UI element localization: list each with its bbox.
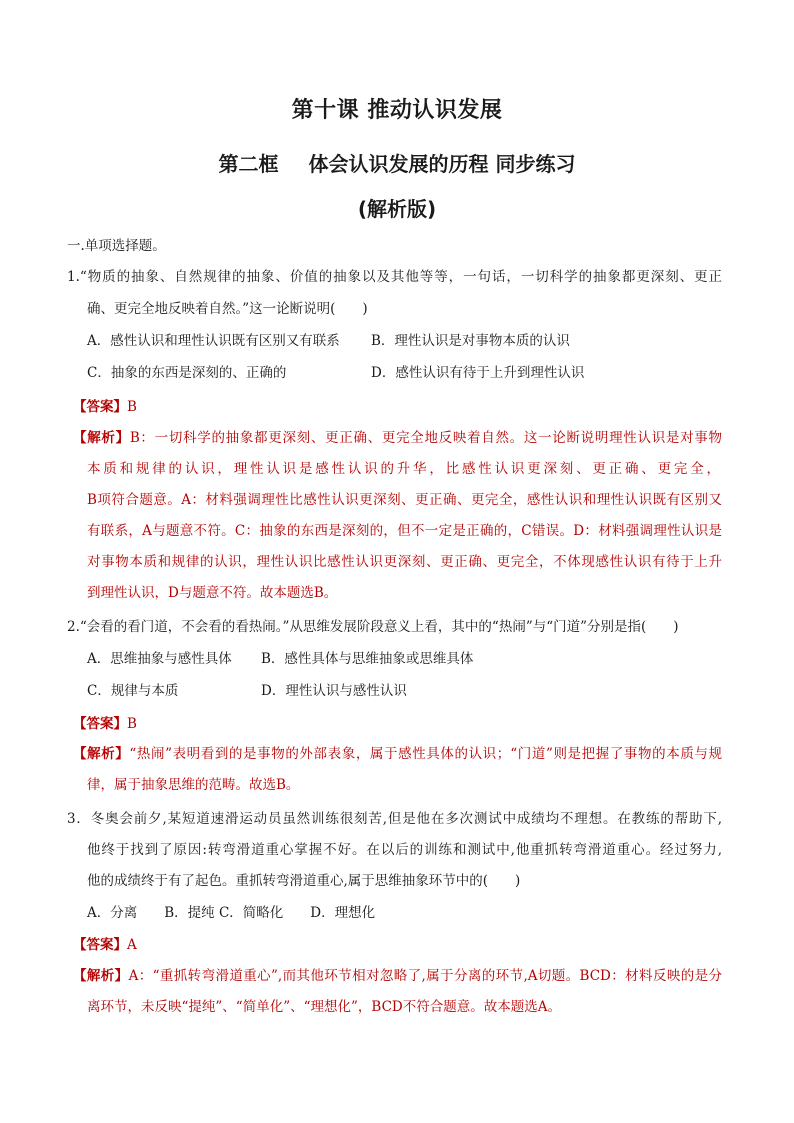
q1-analysis-line1: 【解析】B：一切科学的抽象都更深刻、更正确、更完全地反映着自然。这一论断说明理性认识是对事物	[73, 430, 723, 446]
subtitle-section: 第二框	[218, 152, 279, 176]
q1-option-d: D．感性认识有待于上升到理性认识	[371, 365, 585, 381]
q1-analysis-line3: B项符合题意。A：材料强调理性比感性认识更深刻、更正确、更完全，感性认识和理性认识既有区别又	[87, 492, 722, 508]
q3-options: A．分离 B．提纯 C．简略化 D．理想化	[87, 905, 376, 921]
q2-option-c: C．规律与本质	[87, 683, 179, 699]
q1-answer: 【答案】B	[73, 399, 137, 415]
page-title: 第十课 推动认识发展	[291, 98, 503, 123]
q3-stem-line3: 他的成绩终于有了起色。重抓转弯滑道重心,属于思维抽象环节中的( )	[87, 873, 521, 889]
q1-analysis-line4: 有联系，A与题意不符。C：抽象的东西是深刻的，但不一定是正确的，C错误。D：材料强调理性认识是	[87, 523, 722, 539]
q1-option-a: A．感性认识和理性认识既有区别又有联系	[87, 333, 340, 349]
q1-option-c: C．抽象的东西是深刻的、正确的	[87, 365, 287, 381]
q1-analysis-line2: 本质和规律的认识，理性认识是感性认识的升华，比感性认识更深刻、更正确、更完全，	[87, 461, 722, 477]
page-subtitle	[0, 148, 794, 177]
q2-option-b: B．感性具体与思维抽象或思维具体	[261, 651, 474, 667]
q1-option-b: B．理性认识是对事物本质的认识	[371, 333, 570, 349]
q3-answer: 【答案】A	[73, 937, 137, 953]
subtitle-version: (解析版)	[357, 197, 437, 221]
q2-answer: 【答案】B	[73, 716, 137, 732]
q3-stem-line2: 他终于找到了原因:转弯滑道重心掌握不好。在以后的训练和测试中,他重抓转弯滑道重心。经过努力,	[87, 842, 722, 858]
q2-option-a: A．思维抽象与感性具体	[87, 651, 232, 667]
subtitle-topic: 体会认识发展的历程 同步练习	[308, 152, 576, 176]
q3-analysis-line2: 离环节，未反映“提纯”、“简单化”、“理想化”，BCD不符合题意。故本题选A。	[87, 999, 561, 1015]
q2-option-d: D．理性认识与感性认识	[261, 683, 407, 699]
q1-stem-line2: 确、更完全地反映着自然。”这一论断说明( )	[87, 301, 368, 317]
q2-stem: 2.“会看的看门道，不会看的看热闹。”从思维发展阶段意义上看，其中的“热闹”与“门道”分别是指( )	[67, 619, 679, 635]
q3-analysis-line1: 【解析】A：“重抓转弯滑道重心”,而其他环节相对忽略了,属于分离的环节,A切题。BCD：材料反映的是分	[73, 968, 723, 984]
q2-analysis-line2: 律，属于抽象思维的范畴。故选B。	[87, 777, 300, 793]
q1-analysis-line5: 对事物本质和规律的认识，理性认识比感性认识更深刻、更正确、更完全，不体现感性认识有待于上升	[87, 554, 722, 570]
q3-stem-line1: 3．冬奥会前夕,某短道速滑运动员虽然训练很刻苦,但是他在多次测试中成绩均不理想。在教练的帮助下,	[67, 811, 722, 827]
q1-analysis-line6: 到理性认识，D与题意不符。故本题选B。	[87, 585, 338, 601]
q2-analysis-line1: 【解析】“热闹”表明看到的是事物的外部表象，属于感性具体的认识；“门道”则是把握了事物的本质与规	[73, 746, 723, 762]
section-heading: 一.单项选择题。	[67, 238, 166, 254]
q1-stem-line1: 1.“物质的抽象、自然规律的抽象、价值的抽象以及其他等等，一句话，一切科学的抽象都更深刻、更正	[67, 269, 722, 285]
